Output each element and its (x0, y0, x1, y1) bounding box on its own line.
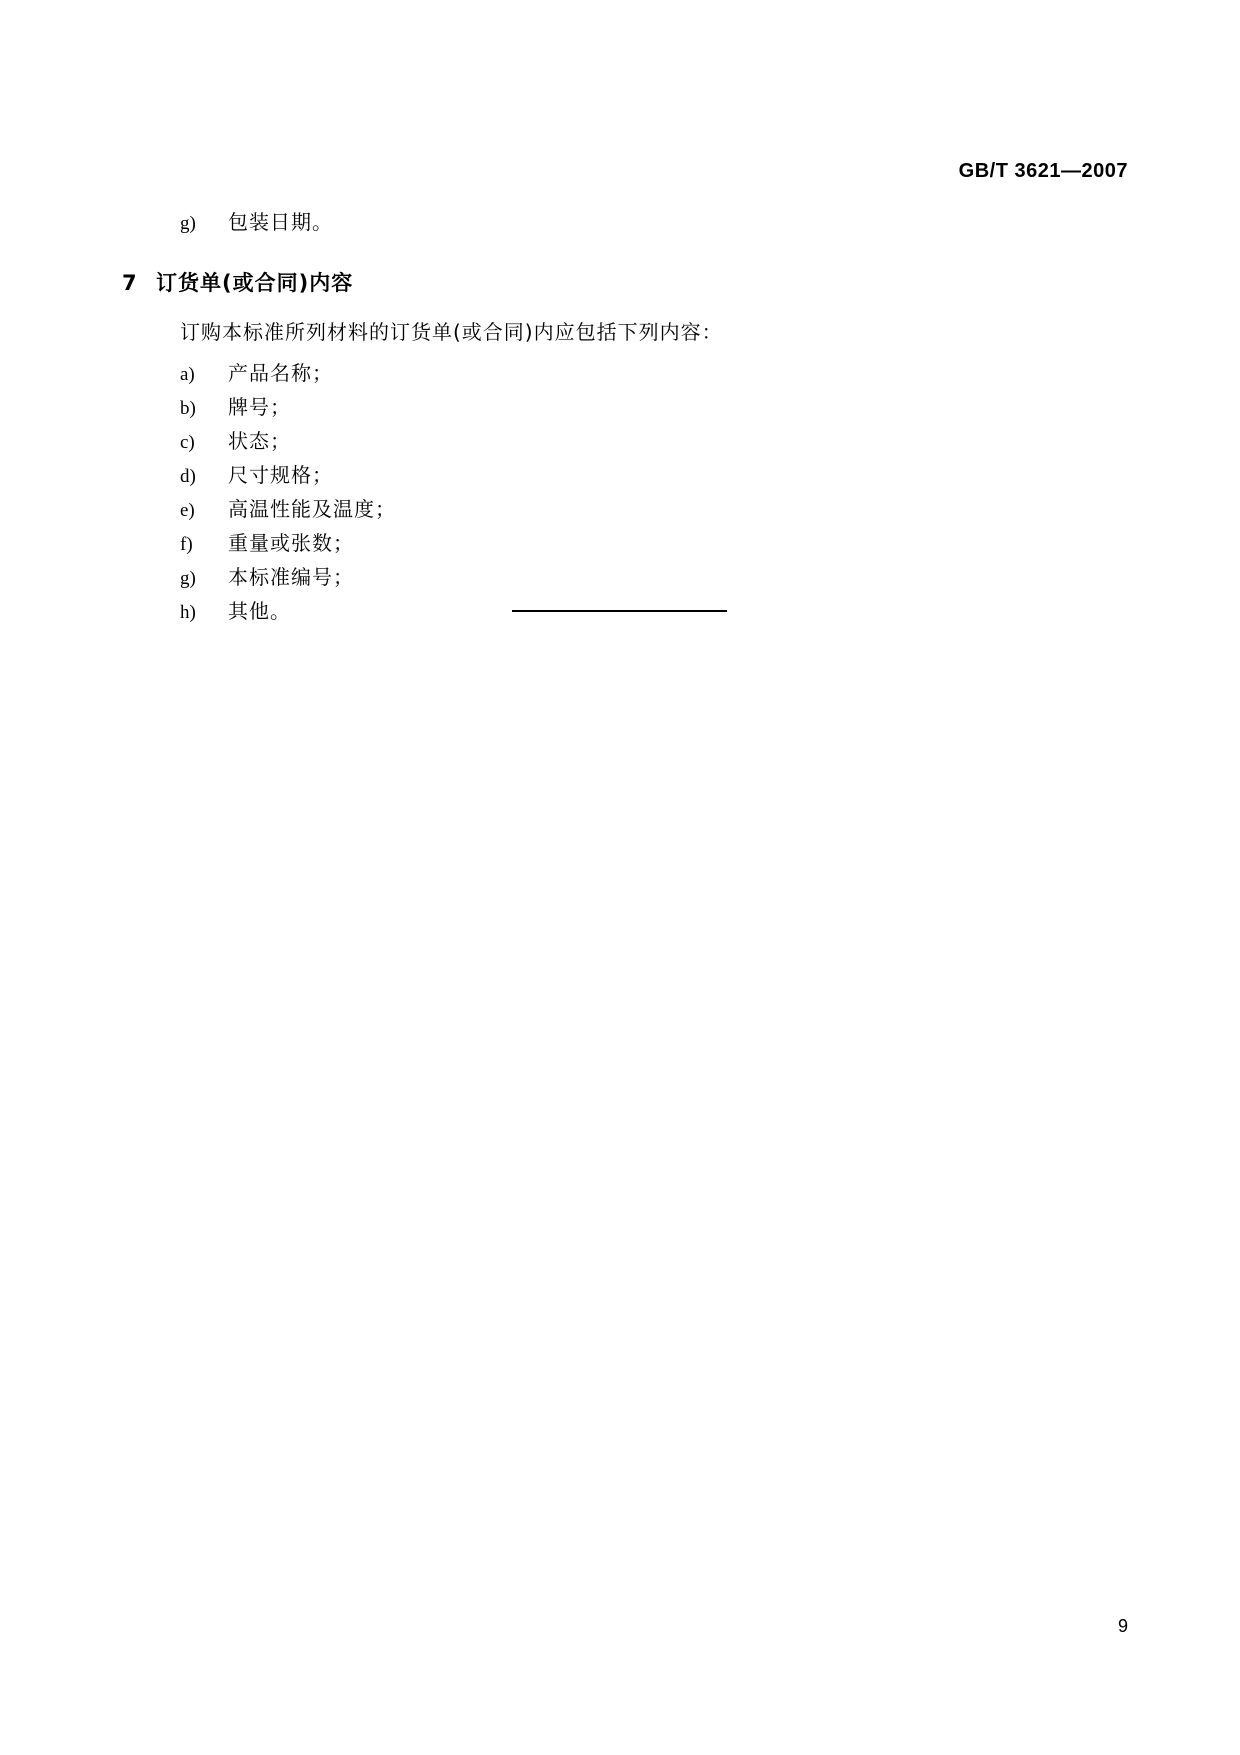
list-item-marker: d) (180, 466, 196, 487)
section-number: 7 (122, 271, 138, 295)
list-item-marker: b) (180, 398, 196, 419)
list-item (180, 493, 1110, 527)
list-item-marker: a) (180, 364, 195, 385)
section-intro-paragraph: 订购本标准所列材料的订货单(或合同)内应包括下列内容： (180, 320, 723, 344)
list-item-marker: g) (180, 568, 196, 589)
list-item (180, 527, 1110, 561)
list-item-label: 牌号； (228, 395, 291, 419)
end-of-document-rule (512, 610, 727, 612)
section-heading (122, 267, 1110, 297)
list-item-label: 产品名称； (228, 361, 333, 385)
list-item (180, 425, 1110, 459)
page-number: 9 (1117, 1616, 1128, 1636)
list-item-label: 本标准编号； (228, 565, 354, 589)
list-item-label: 重量或张数； (228, 531, 354, 555)
list-item (180, 595, 1110, 629)
list-item (180, 561, 1110, 595)
page-header-standard-code: GB/T 3621—2007 (958, 160, 1128, 182)
section-title: 订货单(或合同)内容 (156, 271, 354, 295)
list-item-marker: f) (180, 534, 193, 555)
list-item-marker: h) (180, 602, 196, 623)
list-item-label: 尺寸规格； (228, 463, 333, 487)
list-item-label: 包装日期。 (228, 210, 333, 234)
list-item-label: 状态； (228, 429, 291, 453)
list-item-marker: g) (180, 213, 196, 234)
page-content (122, 205, 1110, 629)
list-item (180, 357, 1110, 391)
list-item (180, 205, 1110, 241)
list-item (180, 459, 1110, 493)
ordering-requirements-list (180, 357, 1110, 629)
list-item-label: 高温性能及温度； (228, 497, 396, 521)
list-item-marker: e) (180, 500, 195, 521)
list-item (180, 391, 1110, 425)
list-item-marker: c) (180, 432, 195, 453)
list-item-label: 其他。 (228, 599, 291, 623)
